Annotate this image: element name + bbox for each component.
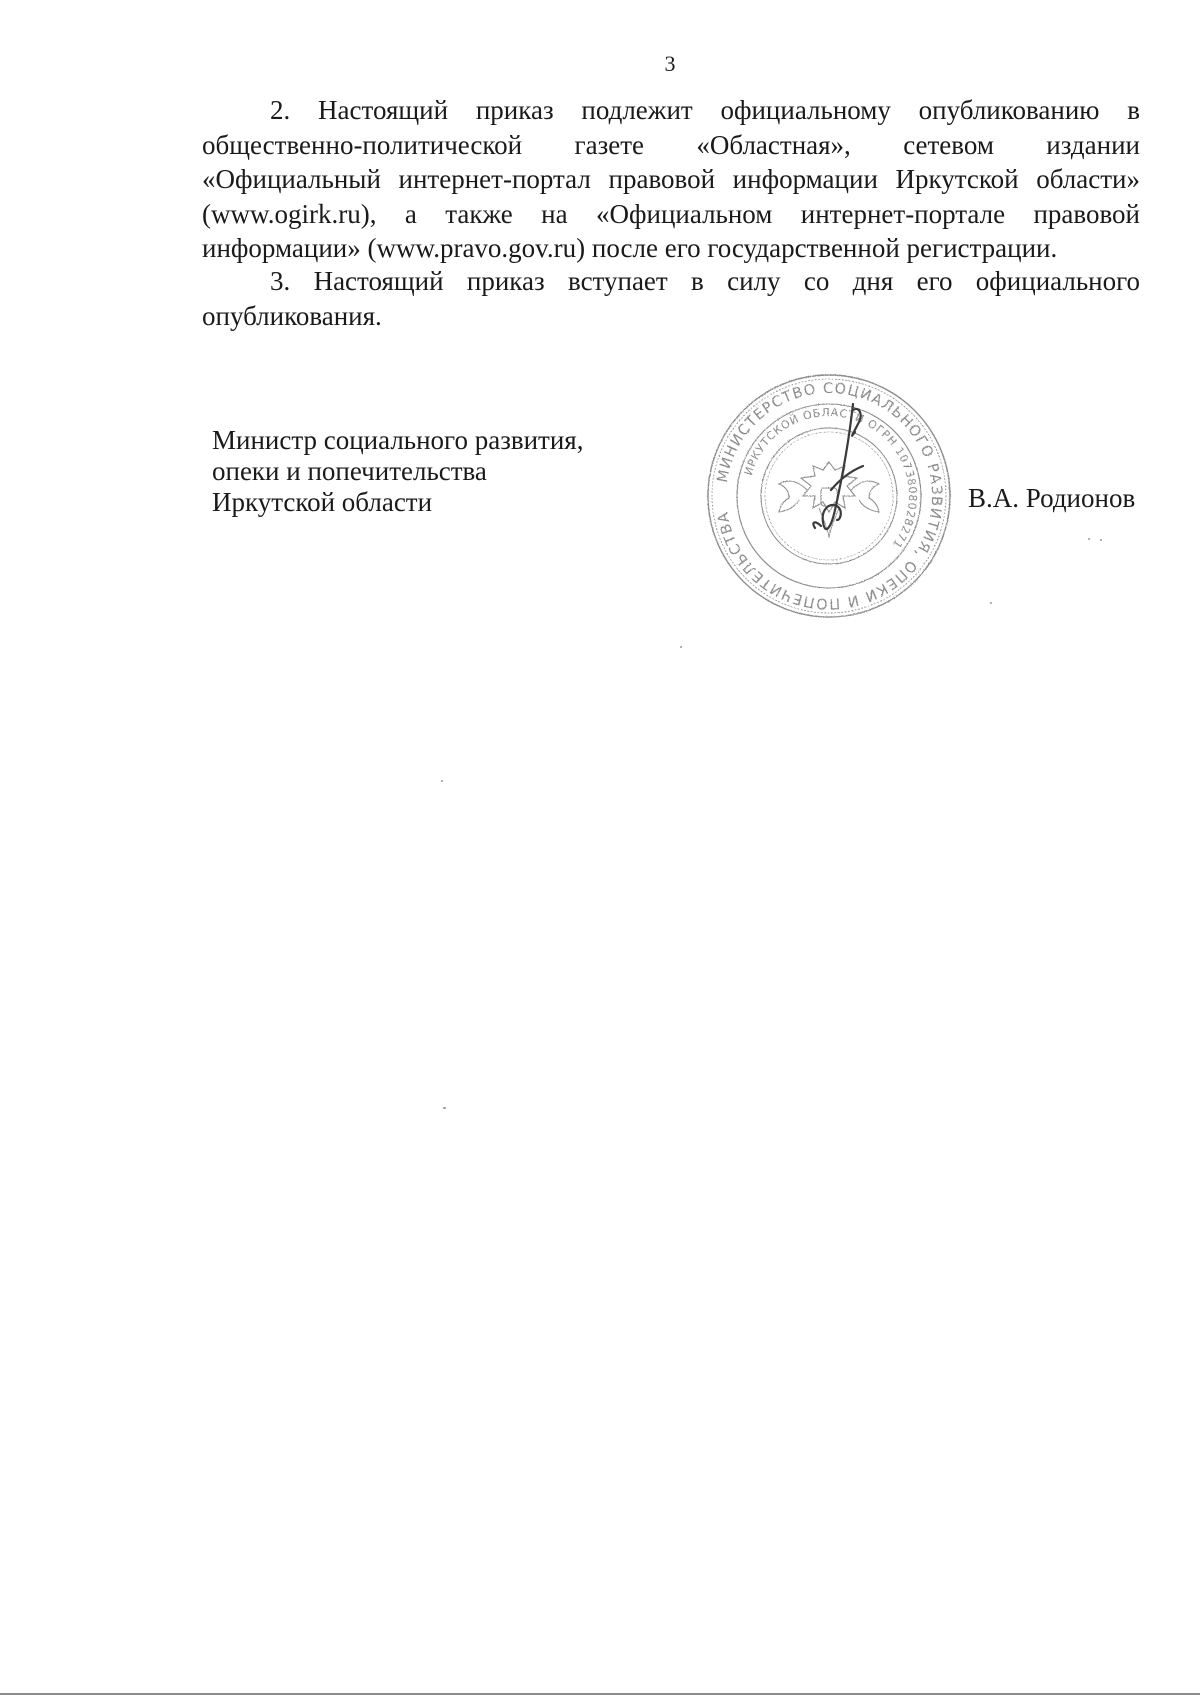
scan-speck: [1088, 538, 1090, 540]
seal-outer-text: МИНИСТЕРСТВО СОЦИАЛЬНОГО РАЗВИТИЯ, ОПЕКИ И ПОПЕЧИТЕЛЬСТВА: [714, 380, 945, 612]
scan-speck: [443, 1107, 446, 1109]
scan-speck: [441, 780, 443, 782]
paragraph-text: 2. Настоящий приказ подлежит официальному опубликованию в общественно-политической газете «Областная», сетевом издании «Официальный интернет-портал правовой информации Иркутской области» (www.ogirk.ru), а также на «Официальном интернет-портале правовой информации» (www.pravo.gov.ru) после его государственной регистрации.: [202, 95, 1140, 263]
scan-bottom-edge: [0, 1693, 1200, 1695]
signatory-title-line: Министр социального развития,: [212, 425, 584, 455]
official-seal-stamp: [703, 370, 955, 622]
seal-inner-text: ИРКУТСКОЙ ОБЛАСТИ ОГРН 1073808028271: [741, 405, 920, 552]
signatory-title-line: Иркутской области: [212, 487, 433, 517]
signatory-title: [212, 425, 583, 518]
signatory-title-line: опеки и попечительства: [212, 456, 487, 486]
paragraph-publication: [202, 93, 1140, 266]
page-number: 3: [664, 51, 676, 76]
scan-speck: [990, 602, 992, 604]
paragraph-effective-date: [202, 264, 1140, 333]
paragraph-text: 3. Настоящий приказ вступает в силу со дня его официального опубликования.: [202, 266, 1140, 331]
scan-speck: [1100, 539, 1102, 541]
scan-speck: [680, 646, 682, 648]
signatory-name: В.А. Родионов: [968, 483, 1136, 513]
